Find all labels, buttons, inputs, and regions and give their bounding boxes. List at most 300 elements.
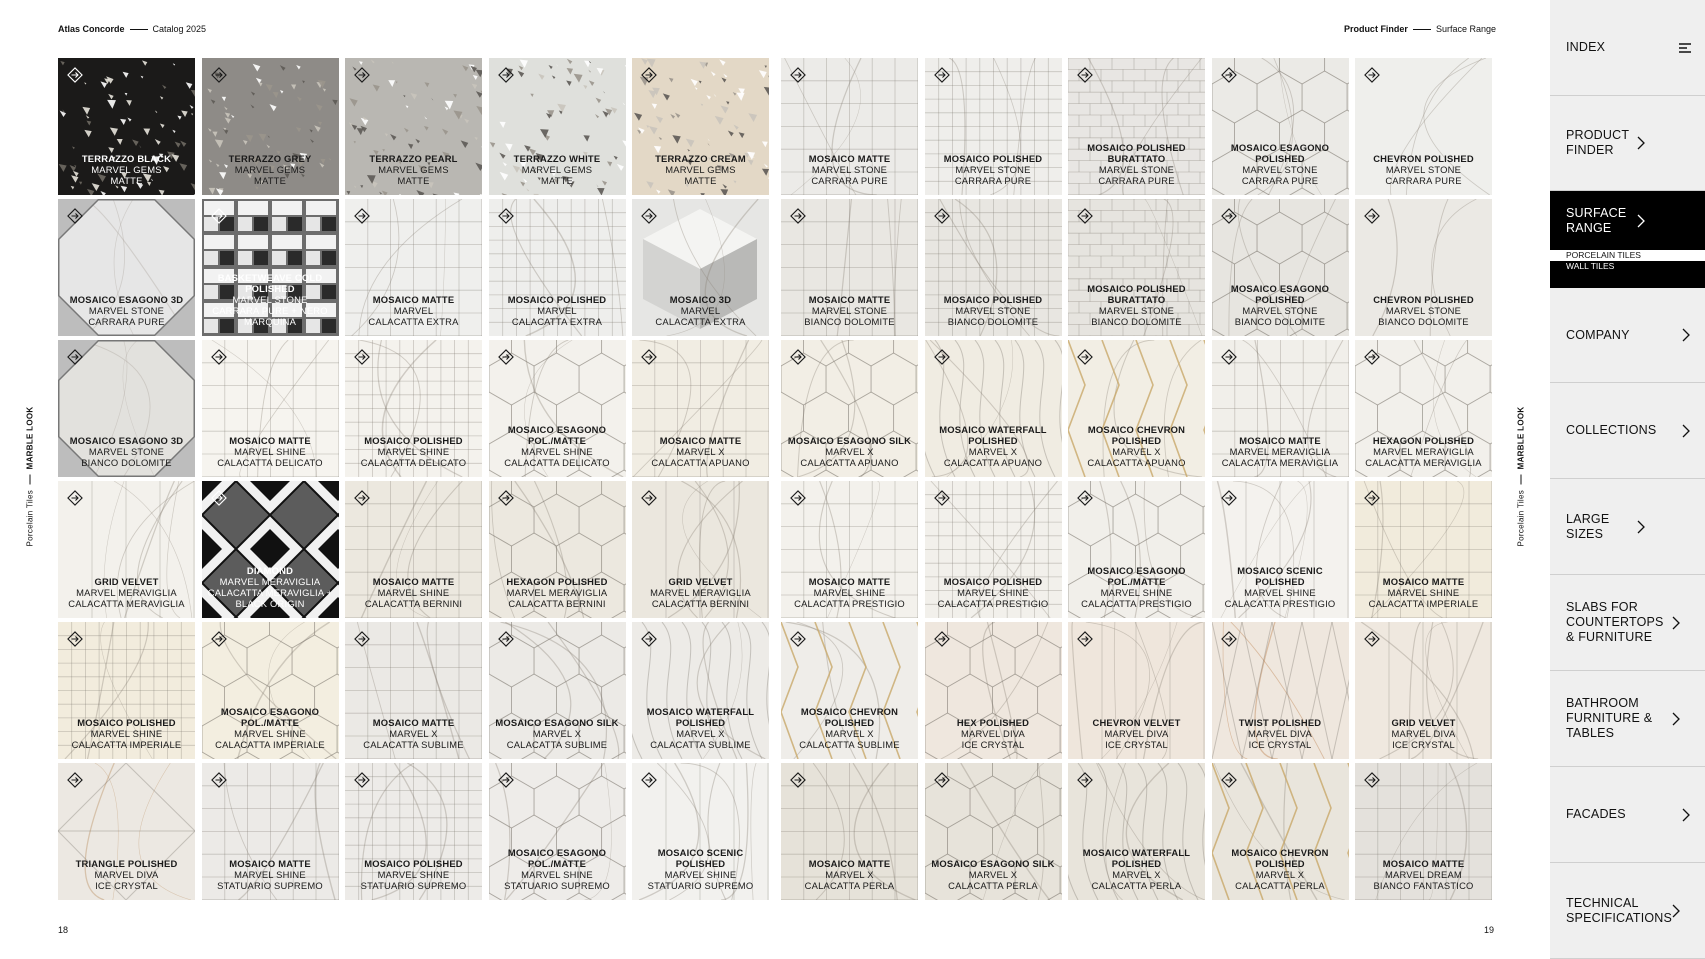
product-color: CARRARA PURE [88,316,165,327]
product-tile[interactable] [632,58,769,195]
link-arrow-icon[interactable] [353,489,371,507]
product-color: CALACATTA EXTRA [511,316,603,327]
product-tile-label [491,717,624,750]
product-collection: MARVEL [537,305,577,316]
product-name: MOSAICO MATTE [1382,576,1465,587]
product-color: STATUARIO SUPREMO [504,880,610,891]
link-arrow-icon[interactable] [933,771,951,789]
product-tile-label [1357,576,1490,609]
product-tile[interactable] [1355,622,1492,759]
product-name: MOSAICO CHEVRON POLISHED [1087,424,1186,446]
product-tile-label [347,153,480,186]
product-tile[interactable] [925,340,1062,477]
product-tile[interactable] [632,481,769,618]
product-color: CALACATTA DELICATO [504,457,610,468]
product-tile-label [927,424,1060,468]
product-color: BIANCO DOLOMITE [947,316,1039,327]
product-collection: MARVEL X [676,728,725,739]
link-arrow-icon[interactable] [66,207,84,225]
nav-item-label: LARGE SIZES [1566,511,1610,541]
product-tile-label [60,153,193,186]
product-tile[interactable] [58,763,195,900]
link-arrow-icon[interactable] [1363,207,1381,225]
product-tile-label [491,424,624,468]
product-color: CARRARA PURE + NERO MARQUINA [212,305,328,327]
link-arrow-icon[interactable] [66,630,84,648]
link-arrow-icon[interactable] [497,630,515,648]
product-tile[interactable] [58,340,195,477]
product-tile[interactable] [202,340,339,477]
product-color: CALACATTA SUBLIME [506,739,608,750]
product-tile[interactable] [202,58,339,195]
page-number-left: 18 [58,925,69,935]
nav-item-label: INDEX [1566,40,1606,54]
link-arrow-icon[interactable] [640,207,658,225]
product-tile-label [1214,283,1347,327]
product-name: HEX POLISHED [956,717,1030,728]
product-name: MOSAICO MATTE [808,858,891,869]
product-tile[interactable] [781,481,918,618]
product-color: CALACATTA PRESTIGIO [794,598,905,609]
product-name: GRID VELVET [1391,717,1456,728]
nav-item-large-sizes[interactable] [1550,479,1705,575]
link-arrow-icon[interactable] [1363,489,1381,507]
nav-item-product-finder[interactable] [1550,96,1705,191]
product-collection: MARVEL X [968,869,1018,880]
product-name: MOSAICO MATTE [808,294,891,305]
product-tile-label [347,435,480,468]
product-tile-label [491,153,624,186]
product-name: MOSAICO MATTE [1382,858,1465,869]
product-tile[interactable] [1212,199,1349,336]
link-arrow-icon[interactable] [497,207,515,225]
product-name: TERRAZZO PEARL [369,153,458,164]
product-tile[interactable] [1068,340,1205,477]
product-tile[interactable] [1212,763,1349,900]
nav-item-label: TECHNICAL SPECIFICATIONS [1566,895,1673,925]
product-collection: MARVEL X [825,869,874,880]
product-name: HEXAGON POLISHED [1372,435,1475,446]
link-arrow-icon[interactable] [210,630,228,648]
product-collection: MARVEL STONE [232,294,308,305]
product-tile[interactable] [202,199,339,336]
link-arrow-icon[interactable] [1076,207,1094,225]
product-collection: MARVEL SHINE [234,446,306,457]
product-collection: MARVEL X [825,728,874,739]
product-tile[interactable] [489,58,626,195]
link-arrow-icon[interactable] [1076,630,1094,648]
product-tile-label [60,435,193,468]
product-collection: MARVEL X [1255,869,1305,880]
link-arrow-icon[interactable] [210,66,228,84]
product-name: GRID VELVET [94,576,159,587]
link-arrow-icon[interactable] [210,489,228,507]
link-arrow-icon[interactable] [210,771,228,789]
link-arrow-icon[interactable] [933,207,951,225]
product-tile[interactable] [781,199,918,336]
link-arrow-icon[interactable] [353,66,371,84]
product-name: MOSAICO POLISHED [77,717,176,728]
product-tile[interactable] [345,481,482,618]
link-arrow-icon[interactable] [1220,348,1238,366]
product-name: MOSAICO MATTE [659,435,742,446]
product-color: CALACATTA PERLA [804,880,895,891]
product-tile-label [204,435,337,468]
brand-name: Atlas Concorde [58,24,125,34]
link-arrow-icon[interactable] [789,771,807,789]
product-collection: MARVEL SHINE [957,587,1029,598]
product-tile[interactable] [781,763,918,900]
link-arrow-icon[interactable] [1363,630,1381,648]
product-color: CALACATTA SUBLIME [650,739,751,750]
nav-item-company[interactable] [1550,288,1705,383]
product-color: CALACATTA IMPERIALE [71,739,182,750]
product-grid-left-page [58,58,769,900]
page-number-right: 19 [1484,925,1495,935]
link-arrow-icon[interactable] [1363,771,1381,789]
product-name: MOSAICO MATTE [229,435,311,446]
product-tile[interactable] [1355,340,1492,477]
product-collection: MARVEL DIVA [1247,728,1313,739]
link-arrow-icon[interactable] [1076,771,1094,789]
product-collection: MARVEL STONE [1242,305,1318,316]
link-arrow-icon[interactable] [66,348,84,366]
product-collection: MARVEL GEMS [378,164,449,175]
link-arrow-icon[interactable] [353,207,371,225]
product-collection: MARVEL SHINE [377,869,450,880]
link-arrow-icon[interactable] [789,489,807,507]
product-color: STATUARIO SUPREMO [360,880,467,891]
link-arrow-icon[interactable] [210,207,228,225]
product-name: MOSAICO ESAGONO POL./MATTE [507,847,607,869]
product-color: CARRARA PURE [1098,175,1175,186]
product-tile-label [1070,283,1203,327]
link-arrow-icon[interactable] [1076,348,1094,366]
link-arrow-icon[interactable] [789,66,807,84]
link-arrow-icon[interactable] [497,771,515,789]
product-collection: MARVEL MERAVIGLIA [1373,446,1474,457]
product-tile-label [1070,565,1203,609]
link-arrow-icon[interactable] [1220,207,1238,225]
link-arrow-icon[interactable] [497,348,515,366]
chevron-right-icon [1671,712,1681,726]
product-color: CALACATTA DELICATO [360,457,467,468]
link-arrow-icon[interactable] [933,348,951,366]
product-color: ICE CRYSTAL [95,880,158,891]
link-arrow-icon[interactable] [789,207,807,225]
product-color: CALACATTA APUANO [651,457,750,468]
link-arrow-icon[interactable] [933,66,951,84]
product-tile[interactable] [1212,58,1349,195]
product-name: TERRAZZO BLACK [81,153,172,164]
product-color: ICE CRYSTAL [1248,739,1312,750]
product-tile[interactable] [58,199,195,336]
product-tile[interactable] [781,622,918,759]
nav-item-collections[interactable] [1550,383,1705,479]
link-arrow-icon[interactable] [1363,348,1381,366]
product-tile[interactable] [632,622,769,759]
product-collection: MARVEL STONE [811,305,888,316]
product-name: MOSAICO WATERFALL POLISHED [646,706,755,728]
product-collection: MARVEL GEMS [521,164,593,175]
header-right [1344,24,1496,34]
product-tile-label [347,858,480,891]
link-arrow-icon[interactable] [353,771,371,789]
product-tile-label [1214,142,1347,186]
side-label-prefix: Porcelain Tiles [1516,489,1526,547]
product-tile-label [927,576,1060,609]
nav-item-index[interactable] [1550,0,1705,96]
link-arrow-icon[interactable] [789,630,807,648]
product-name: MOSAICO POLISHED BURATTATO [1087,142,1186,164]
product-collection: MARVEL MERAVIGLIA [506,587,608,598]
product-collection: MARVEL DREAM [1385,869,1462,880]
subnav-wall-tiles[interactable]: WALL TILES [1550,261,1705,288]
product-collection: MARVEL SHINE [813,587,886,598]
product-name: MOSAICO MATTE [808,153,891,164]
product-tile[interactable] [1212,340,1349,477]
product-collection: MARVEL MERAVIGLIA [219,576,321,587]
product-name: MOSAICO WATERFALL POLISHED [1082,847,1191,869]
nav-item-facades[interactable] [1550,767,1705,863]
link-arrow-icon[interactable] [353,630,371,648]
side-label-right [1517,407,1526,547]
product-tile-label [927,717,1060,750]
product-tile[interactable] [1355,481,1492,618]
product-collection: MARVEL SHINE [90,728,163,739]
product-tile[interactable] [489,340,626,477]
product-color: CALACATTA IMPERIALE [215,739,325,750]
product-color: BIANCO FANTASTICO [1373,880,1474,891]
product-tile-label [1357,717,1490,750]
link-arrow-icon[interactable] [497,489,515,507]
product-tile[interactable] [345,340,482,477]
product-color: BIANCO DOLOMITE [804,316,895,327]
product-name: MOSAICO POLISHED [364,858,463,869]
product-tile[interactable] [1355,763,1492,900]
product-tile-label [491,576,624,609]
link-arrow-icon[interactable] [640,489,658,507]
side-label-rule [1521,474,1522,485]
product-color: BIANCO DOLOMITE [1091,316,1182,327]
product-tile[interactable] [1068,199,1205,336]
product-tile[interactable] [781,340,918,477]
link-arrow-icon[interactable] [66,66,84,84]
product-name: TERRAZZO CREAM [655,153,746,164]
product-tile[interactable] [345,622,482,759]
product-tile-label [783,576,916,609]
link-arrow-icon[interactable] [1220,489,1238,507]
product-collection: MARVEL [680,305,721,316]
link-arrow-icon[interactable] [1363,66,1381,84]
chevron-right-icon [1681,808,1691,822]
nav-item-surface-range[interactable] [1550,191,1705,250]
link-arrow-icon[interactable] [640,348,658,366]
product-collection: MARVEL GEMS [665,164,736,175]
product-color: CARRARA PURE [954,175,1032,186]
nav-item-label: BATHROOM FURNITURE & TABLES [1566,696,1653,740]
subnav-porcelain-tiles[interactable]: PORCELAIN TILES [1550,250,1705,261]
product-tile[interactable] [202,763,339,900]
product-collection: MARVEL DIVA [94,869,159,880]
nav-item-bathroom-furniture-tables[interactable] [1550,671,1705,767]
product-tile[interactable] [58,622,195,759]
side-label-prefix: Porcelain Tiles [25,489,35,547]
product-grid [58,58,1492,900]
nav-item-slabs-for-countertops-furniture[interactable] [1550,575,1705,671]
product-collection: MARVEL MERAVIGLIA [1229,446,1331,457]
product-tile[interactable] [1212,622,1349,759]
product-tile[interactable] [632,199,769,336]
product-collection: MARVEL STONE [1242,164,1318,175]
product-tile[interactable] [489,622,626,759]
product-color: CALACATTA APUANO [1087,457,1186,468]
product-tile-label [927,858,1060,891]
product-color: BIANCO DOLOMITE [1378,316,1469,327]
product-color: ICE CRYSTAL [961,739,1025,750]
product-name: MOSAICO ESAGONO SILK [787,435,912,446]
product-name: CHEVRON POLISHED [1373,153,1474,164]
side-label-left [26,407,35,547]
link-arrow-icon[interactable] [933,630,951,648]
link-arrow-icon[interactable] [640,771,658,789]
product-tile[interactable] [1355,199,1492,336]
link-arrow-icon[interactable] [640,630,658,648]
product-tile-label [60,858,193,891]
product-color: BIANCO DOLOMITE [81,457,172,468]
link-arrow-icon[interactable] [210,348,228,366]
product-color: MATTE [397,175,430,186]
product-tile-label [1357,153,1490,186]
product-color: CALACATTA PERLA [948,880,1038,891]
product-tile-label [783,435,916,468]
product-name: MOSAICO ESAGONO SILK [931,858,1055,869]
product-collection: MARVEL X [1112,446,1161,457]
product-tile[interactable] [489,199,626,336]
link-arrow-icon[interactable] [1220,630,1238,648]
product-collection: MARVEL [393,305,434,316]
product-tile[interactable] [925,58,1062,195]
chevron-right-icon [1636,520,1646,534]
product-color: CALACATTA PRESTIGIO [1224,598,1336,609]
side-label-rule [30,474,31,485]
product-tile-label [60,576,193,609]
nav-item-label: COLLECTIONS [1566,423,1657,437]
product-tile[interactable] [345,199,482,336]
product-tile[interactable] [632,763,769,900]
product-tile-label [491,294,624,327]
link-arrow-icon[interactable] [1076,489,1094,507]
product-color: CALACATTA IMPERIALE [1368,598,1479,609]
product-name: MOSAICO ESAGONO POLISHED [1230,283,1330,305]
link-arrow-icon[interactable] [1076,66,1094,84]
product-name: MOSAICO SCENIC POLISHED [1237,565,1323,587]
subsection-name: Surface Range [1435,24,1496,34]
chevron-right-icon [1671,616,1681,630]
product-tile[interactable] [632,340,769,477]
product-color: MATTE [684,175,717,186]
link-arrow-icon[interactable] [933,489,951,507]
product-collection: MARVEL X [1112,869,1161,880]
product-tile[interactable] [1355,58,1492,195]
product-collection: MARVEL MERAVIGLIA [76,587,177,598]
link-arrow-icon[interactable] [353,348,371,366]
product-name: MOSAICO SCENIC POLISHED [657,847,744,869]
product-tile[interactable] [925,763,1062,900]
product-tile-label [783,858,916,891]
product-name: MOSAICO MATTE [229,858,311,869]
product-color: CALACATTA BERNINI [508,598,606,609]
product-tile[interactable] [58,481,195,618]
product-tile[interactable] [345,763,482,900]
product-tile-label [491,847,624,891]
link-arrow-icon[interactable] [640,66,658,84]
link-arrow-icon[interactable] [66,489,84,507]
product-collection: MARVEL X [825,446,874,457]
product-name: MOSAICO MATTE [372,576,455,587]
product-color: MATTE [110,175,143,186]
product-name: MOSAICO POLISHED [364,435,463,446]
link-arrow-icon[interactable] [66,771,84,789]
product-color: CALACATTA PERLA [1235,880,1325,891]
product-name: MOSAICO POLISHED BURATTATO [1087,283,1186,305]
product-collection: MARVEL STONE [1385,164,1462,175]
product-collection: MARVEL X [676,446,725,457]
product-collection: MARVEL STONE [955,164,1031,175]
product-tile[interactable] [1068,622,1205,759]
menu-icon [1679,42,1691,54]
product-color: CALACATTA PRESTIGIO [1081,598,1192,609]
product-tile[interactable] [1068,481,1205,618]
product-tile[interactable] [781,58,918,195]
product-color: BIANCO DOLOMITE [1234,316,1326,327]
product-collection: MARVEL SHINE [377,446,450,457]
product-color: CARRARA PURE [811,175,888,186]
product-tile[interactable] [489,763,626,900]
product-tile[interactable] [202,622,339,759]
product-color: CALACATTA SUBLIME [363,739,464,750]
product-name: MOSAICO ESAGONO POL./MATTE [1087,565,1186,587]
catalog-year: Catalog 2025 [152,24,207,34]
product-tile[interactable] [489,481,626,618]
product-name: MOSAICO CHEVRON POLISHED [800,706,899,728]
product-tile[interactable] [58,58,195,195]
product-name: MOSAICO CHEVRON POLISHED [1231,847,1329,869]
product-tile[interactable] [925,199,1062,336]
product-tile-label [634,435,767,468]
product-tile[interactable] [1212,481,1349,618]
product-tile[interactable] [925,622,1062,759]
product-name: CHEVRON VELVET [1092,717,1181,728]
link-arrow-icon[interactable] [1220,771,1238,789]
product-tile[interactable] [345,58,482,195]
product-collection: MARVEL STONE [88,446,165,457]
product-name: MOSAICO ESAGONO POLISHED [1230,142,1330,164]
link-arrow-icon[interactable] [497,66,515,84]
product-collection: MARVEL SHINE [521,869,593,880]
product-color: STATUARIO SUPREMO [217,880,323,891]
link-arrow-icon[interactable] [1220,66,1238,84]
product-collection: MARVEL SHINE [234,728,306,739]
nav-item-technical-specifications[interactable] [1550,863,1705,959]
product-tile[interactable] [202,481,339,618]
product-tile[interactable] [1068,763,1205,900]
product-tile[interactable] [925,481,1062,618]
product-color: CALACATTA DELICATO [217,457,323,468]
link-arrow-icon[interactable] [789,348,807,366]
product-tile[interactable] [1068,58,1205,195]
product-color: STATUARIO SUPREMO [647,880,754,891]
